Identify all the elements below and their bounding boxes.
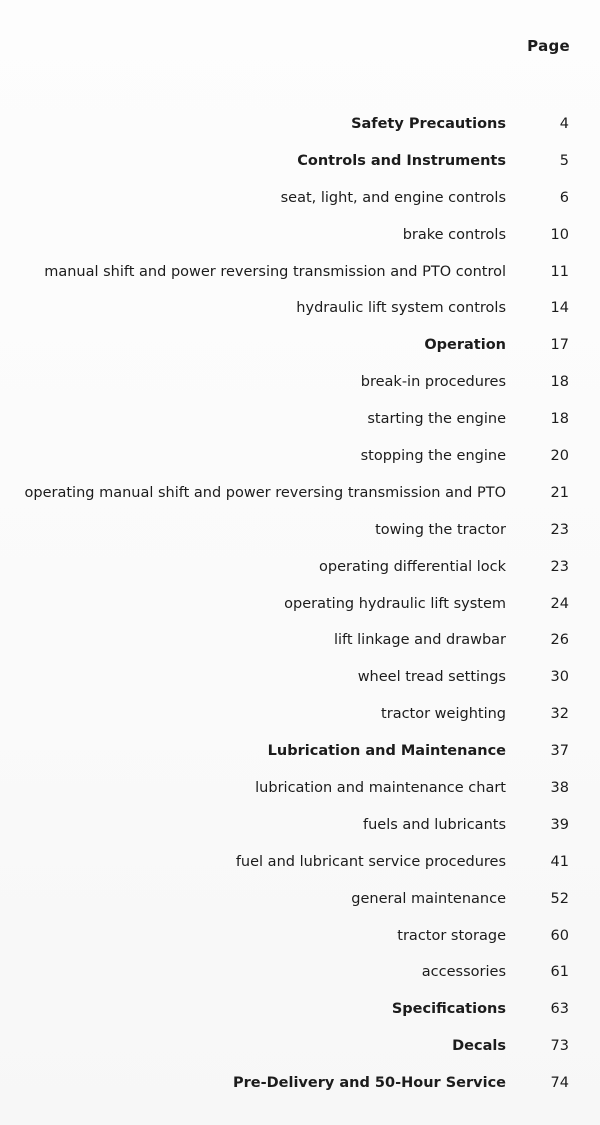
toc-entry: [0, 696, 600, 733]
toc-entry-page-number: 32: [550, 706, 569, 723]
toc-entry-page-number: 21: [550, 484, 569, 501]
toc-entry-page-number: 23: [550, 521, 569, 538]
page-column-header: Page: [527, 37, 570, 55]
toc-entry-title: Decals: [452, 1038, 506, 1055]
toc-entry: [0, 807, 600, 844]
toc-entry-page-number: 52: [550, 890, 569, 907]
toc-entry-page-number: 5: [559, 152, 569, 169]
toc-entry-title: operating hydraulic lift system: [284, 595, 506, 612]
table-of-contents: [0, 106, 600, 1102]
toc-entry-page-number: 11: [550, 263, 569, 280]
toc-entry-title: lubrication and maintenance chart: [255, 780, 506, 797]
toc-entry: [0, 881, 600, 918]
toc-entry-title: break-in procedures: [360, 374, 506, 391]
toc-entry: [0, 364, 600, 401]
toc-entry-page-number: 39: [550, 816, 569, 833]
toc-entry: [0, 659, 600, 696]
toc-entry: [0, 327, 600, 364]
toc-entry-page-number: 37: [550, 743, 569, 760]
toc-entry-title: general maintenance: [351, 890, 506, 907]
toc-entry-title: Safety Precautions: [351, 116, 506, 132]
toc-entry-title: Operation: [424, 337, 506, 354]
toc-entry: [0, 844, 600, 881]
toc-entry-title: Pre-Delivery and 50-Hour Service: [232, 1075, 506, 1092]
toc-entry: [0, 954, 600, 991]
toc-entry: [0, 770, 600, 807]
toc-entry-title: fuels and lubricants: [363, 816, 506, 833]
toc-entry-title: operating differential lock: [319, 558, 506, 575]
toc-entry-title: Lubrication and Maintenance: [267, 743, 506, 760]
toc-entry-page-number: 23: [550, 558, 569, 575]
toc-entry-page-number: 4: [559, 116, 569, 132]
toc-entry-page-number: 24: [550, 595, 569, 612]
toc-entry: [0, 1028, 600, 1065]
toc-entry-page-number: 74: [550, 1075, 569, 1092]
toc-entry-title: operating manual shift and power reversing transmission and PTO: [24, 484, 506, 501]
toc-entry-title: Specifications: [391, 1001, 506, 1018]
toc-entry-page-number: 6: [559, 189, 569, 206]
toc-entry-page-number: 18: [550, 374, 569, 391]
toc-entry-page-number: 63: [550, 1001, 569, 1018]
toc-entry-title: towing the tractor: [375, 521, 506, 538]
toc-entry: [0, 918, 600, 955]
toc-entry-page-number: 73: [550, 1038, 569, 1055]
toc-entry-page-number: 17: [550, 337, 569, 354]
toc-entry: [0, 622, 600, 659]
toc-entry: [0, 217, 600, 254]
toc-entry-title: hydraulic lift system controls: [296, 300, 506, 317]
toc-entry-title: accessories: [421, 964, 506, 981]
toc-entry-title: fuel and lubricant service procedures: [235, 853, 506, 870]
toc-entry-page-number: 18: [550, 411, 569, 428]
toc-entry-title: tractor storage: [397, 927, 506, 944]
toc-entry-title: wheel tread settings: [357, 669, 506, 686]
toc-entry: [0, 586, 600, 623]
toc-entry-page-number: 26: [550, 632, 569, 649]
toc-entry-page-number: 41: [550, 853, 569, 870]
toc-entry-page-number: 30: [550, 669, 569, 686]
toc-entry: [0, 549, 600, 586]
toc-entry: [0, 733, 600, 770]
toc-entry-title: seat, light, and engine controls: [280, 189, 506, 206]
toc-entry-title: stopping the engine: [360, 448, 506, 465]
toc-entry: [0, 991, 600, 1028]
toc-entry-page-number: 14: [550, 300, 569, 317]
toc-entry: [0, 106, 600, 143]
toc-entry-page-number: 60: [550, 927, 569, 944]
toc-entry-title: tractor weighting: [381, 706, 506, 723]
toc-entry-page-number: 61: [550, 964, 569, 981]
toc-entry-page-number: 20: [550, 448, 569, 465]
toc-entry: [0, 1065, 600, 1102]
toc-entry-title: Controls and Instruments: [297, 152, 506, 169]
toc-entry: [0, 143, 600, 180]
toc-entry-page-number: 38: [550, 780, 569, 797]
toc-entry: [0, 401, 600, 438]
toc-entry-title: starting the engine: [367, 411, 506, 428]
toc-entry: [0, 438, 600, 475]
toc-entry-page-number: 10: [550, 226, 569, 243]
toc-entry-title: manual shift and power reversing transmission and PTO control: [44, 263, 506, 280]
toc-entry: [0, 512, 600, 549]
toc-entry-title: lift linkage and drawbar: [333, 632, 506, 649]
toc-entry: [0, 475, 600, 512]
toc-entry: [0, 254, 600, 291]
toc-entry: [0, 180, 600, 217]
toc-entry-title: brake controls: [402, 226, 506, 243]
toc-entry: [0, 290, 600, 327]
